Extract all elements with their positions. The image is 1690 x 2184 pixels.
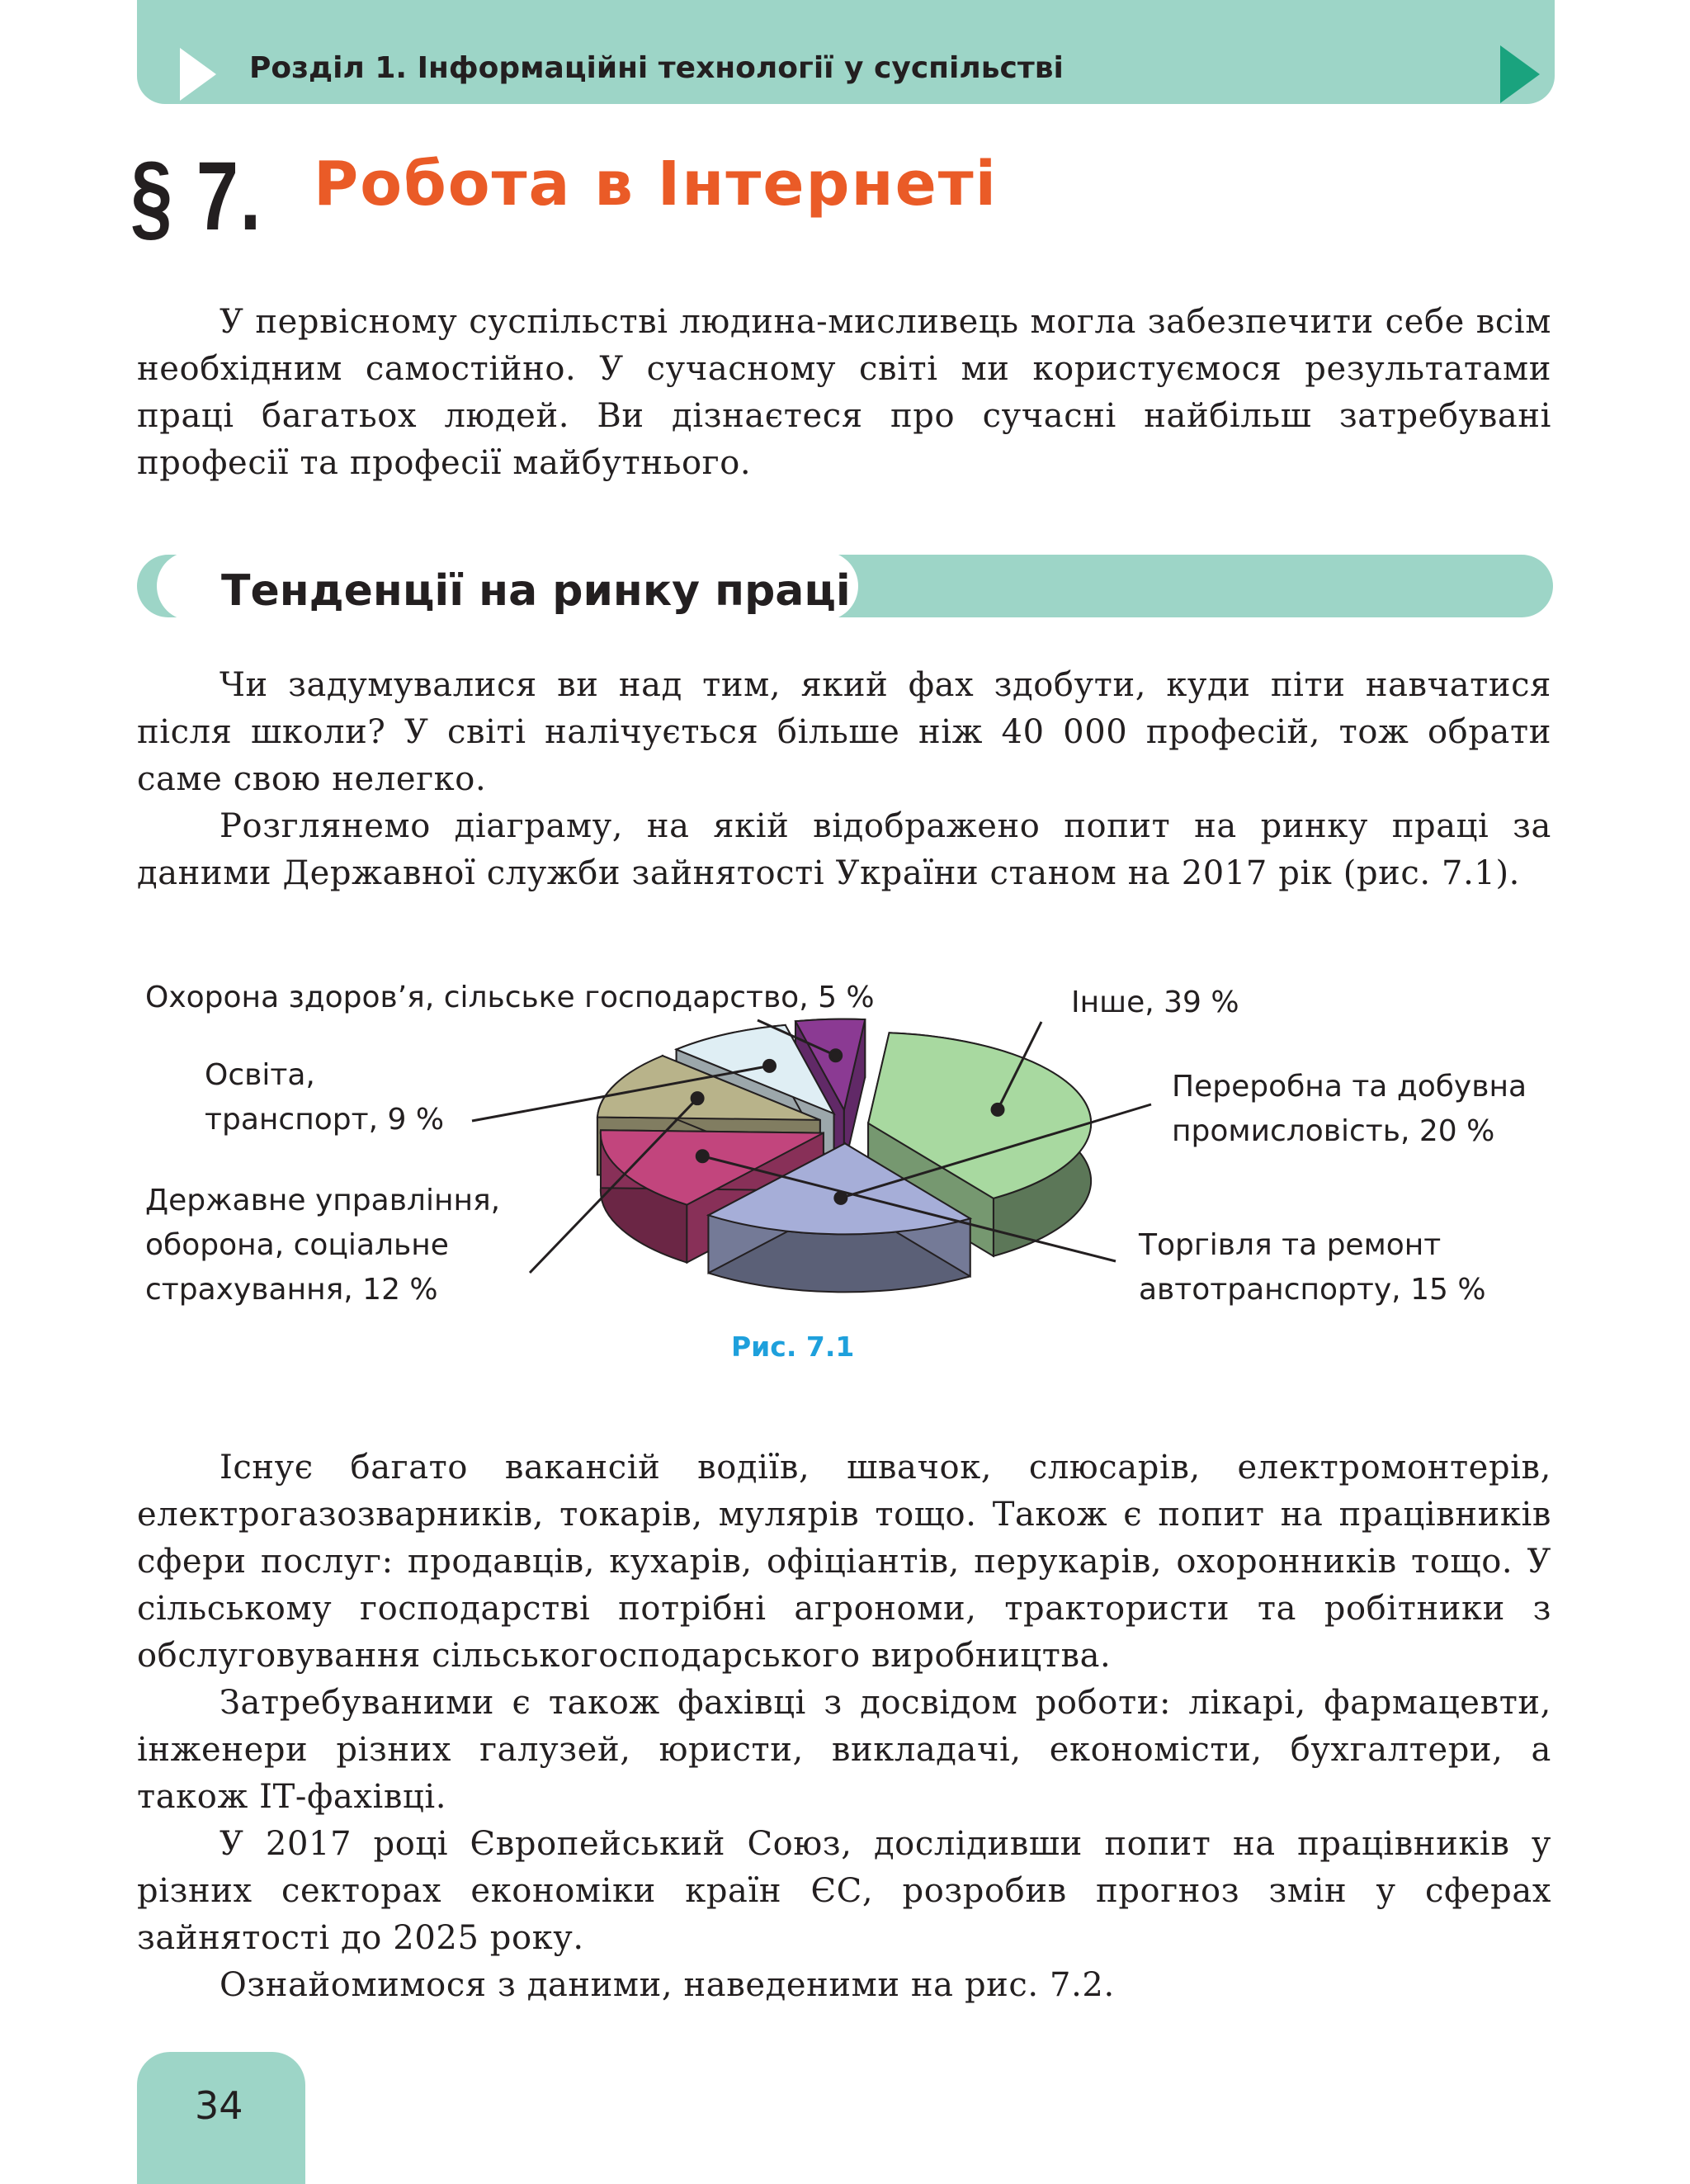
chart-label-other: Інше, 39 %: [1071, 986, 1239, 1019]
pie-leader-dot: [764, 1060, 776, 1071]
paragraph: У 2017 році Європейський Союз, дослідивши попит на працівників у різних секторах економіки країн ЄС, розробив прогноз змін у сферах зайнятості до 2025 року.: [137, 1825, 1551, 1957]
paragraph: Чи задумувалися ви над тим, який фах здобути, куди піти навчатися після школи? У світі налічується більше ніж 40 000 професій, тож обрати саме свою нелегко.: [137, 666, 1551, 798]
paragraph: Розглянемо діаграму, на якій відображено попит на ринку праці за даними Державної служби зайнятості України станом на 2017 рік (рис. 7.1).: [137, 807, 1551, 892]
pie-leader-dot: [696, 1151, 708, 1162]
chart-label-government: Державне управління, оборона, соціальне страхування, 12 %: [145, 1184, 501, 1307]
figure-caption: Рис. 7.1: [731, 1331, 855, 1363]
intro-paragraph: У первісному суспільстві людина-мисливець могла забезпечити себе всім необхідним самостійно. У сучасному світі ми користуємося результатами праці багатьох людей. Ви дізнаєтеся про сучасні найбільш затребувані професії та професії майбутнього.: [137, 303, 1551, 482]
paragraphs-after-chart: [137, 1444, 1551, 2009]
chart-label-industry: Переробна та добувна промисловість, 20 %: [1172, 1070, 1527, 1148]
paragraph: Затребуваними є також фахівці з досвідом роботи: лікарі, фармацевти, інженери різних галузей, юристи, викладачі, економісти, бухгалтери, а також ІТ-фахівці.: [137, 1684, 1551, 1816]
pie-leader-dot: [830, 1050, 842, 1061]
page-number: 34: [195, 2083, 243, 2128]
chart-label-education: Освіта, транспорт, 9 %: [205, 1058, 445, 1137]
chapter-title: Розділ 1. Інформаційні технології у суспільстві: [249, 51, 1064, 85]
pie-leader-dot: [835, 1192, 847, 1203]
paragraph: Існує багато вакансій водіїв, швачок, слюсарів, електромонтерів, електрогазозварників, токарів, мулярів тощо. Також є попит на працівників сфери послуг: продавців, кухарів, офіціантів, перукарів, охоронників тощо. У сільському господарстві потрібні агрономи, трактористи та робітники з обслуговування сільськогосподарського виробництва.: [137, 1449, 1551, 1675]
chart-label-health: Охорона здоров’я, сільське господарство, 5 %: [145, 981, 875, 1014]
paragraph: Ознайомимося з даними, наведеними на рис. 7.2.: [220, 1966, 1115, 2004]
pie-leader-dot: [692, 1093, 703, 1104]
section-number: § 7.: [130, 142, 262, 251]
section-title: Робота в Інтернеті: [314, 149, 998, 220]
chart-label-trade: Торгівля та ремонт автотранспорту, 15 %: [1139, 1228, 1486, 1307]
subsection-title: Тенденції на ринку праці: [221, 566, 851, 616]
pie-leader-dot: [992, 1104, 1003, 1115]
